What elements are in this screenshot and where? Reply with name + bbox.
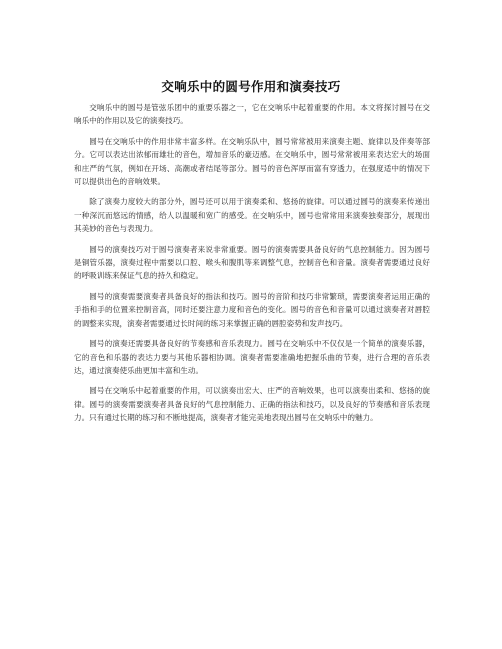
paragraph: 除了演奏力度较大的部分外，圆号还可以用于演奏柔和、悠扬的旋律。可以通过圆号的演奏来传递出一种深沉而悠远的情感，给人以温暖和宽广的感受。在交响乐中，圆号也常常用来演奏独奏部分，展现出其美妙的音色与表现力。 <box>74 197 430 234</box>
paragraph: 圆号在交响乐中的作用非常丰富多样。在交响乐队中，圆号常常被用来演奏主题、旋律以及伴奏等部分。它可以表达出浓郁而雄壮的音色，增加音乐的豪迈感。在交响乐中，圆号常常被用来表达宏大的场面和庄严的气氛，例如在开场、高潮或者结尾等部分。圆号的音色浑厚而富有穿透力，在强度适中的情况下可以提供出色的音响效果。 <box>74 136 430 187</box>
document-title: 交响乐中的圆号作用和演奏技巧 <box>161 79 341 94</box>
document-body <box>74 101 430 432</box>
paragraph: 交响乐中的圆号是管弦乐团中的重要乐器之一，它在交响乐中起着重要的作用。本文将探讨圆号在交响乐中的作用以及它的演奏技巧。 <box>74 103 430 126</box>
paragraph: 圆号的演奏还需要具备良好的节奏感和音乐表现力。圆号在交响乐中不仅仅是一个简单的演奏乐器，它的音色和乐器的表达力要与其他乐器相协调。演奏者需要准确地把握乐曲的节奏，进行合理的音乐表达，通过演奏使乐曲更加丰富和生动。 <box>74 339 430 375</box>
paragraph: 圆号的演奏需要演奏者具备良好的指法和技巧。圆号的音阶和技巧非常繁琐，需要演奏者运用正确的手指和手的位置来控制音高，同时还要注意力度和音色的变化。圆号的音色和音量可以通过演奏者对唇腔的调整来实现，演奏者需要通过长时间的练习来掌握正确的唇腔姿势和发声技巧。 <box>74 291 430 328</box>
paragraph: 圆号在交响乐中起着重要的作用，可以演奏出宏大、庄严的音响效果，也可以演奏出柔和、悠扬的旋律。圆号的演奏需要演奏者具备良好的气息控制能力、正确的指法和技巧，以及良好的节奏感和音乐表现力。只有通过长期的练习和不断地提高，演奏者才能完美地表现出圆号在交响乐中的魅力。 <box>74 386 430 423</box>
paragraph: 圆号的演奏技巧对于圆号演奏者来说非常重要。圆号的演奏需要具备良好的气息控制能力。因为圆号是铜管乐器，演奏过程中需要以口腔、喉头和腹肌等来调整气息，控制音色和音量。演奏者需要通过良好的呼吸训练来保证气息的持久和稳定。 <box>74 244 430 281</box>
